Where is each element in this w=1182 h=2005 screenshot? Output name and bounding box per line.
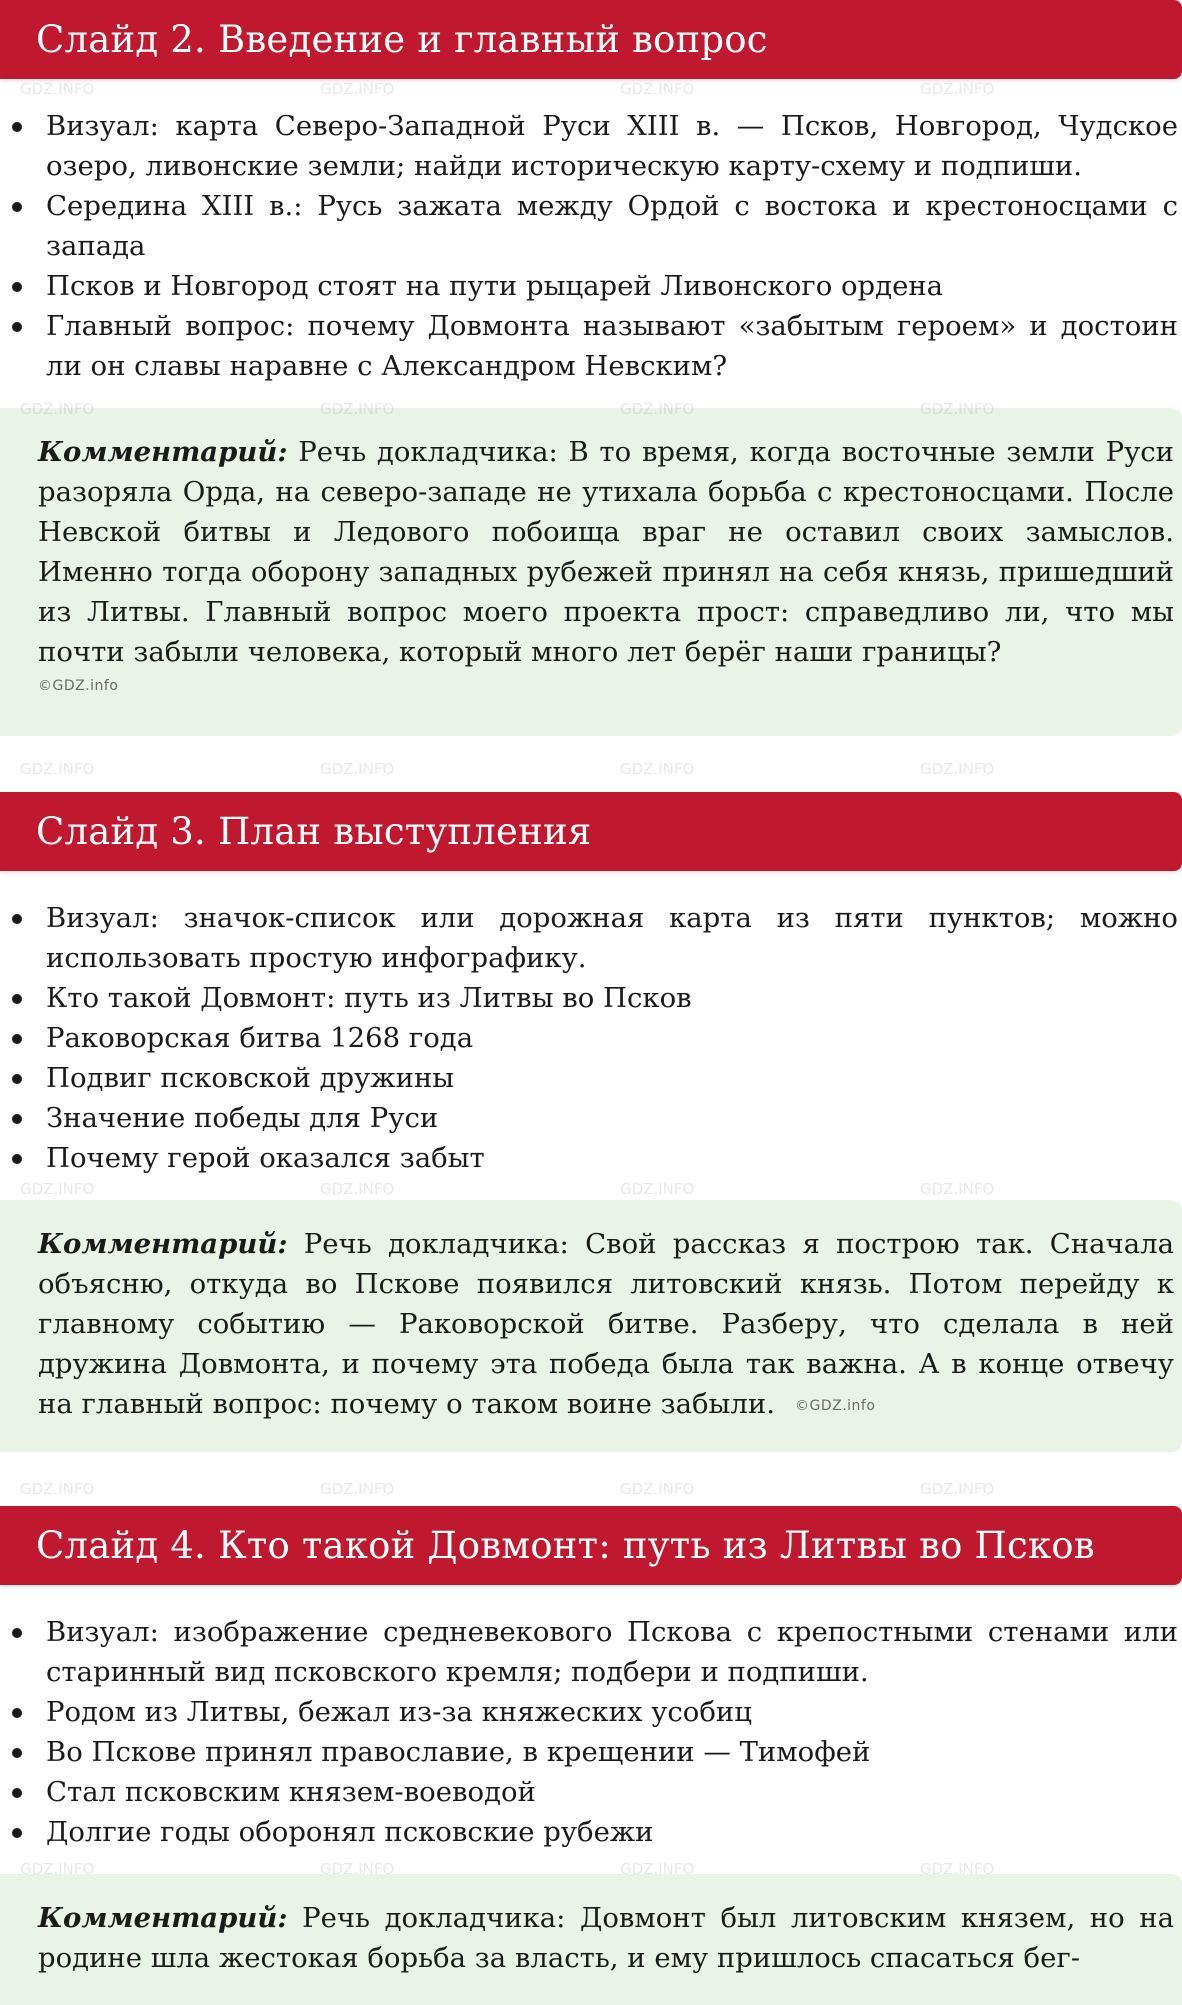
watermark-text: GDZ.INFO (20, 80, 95, 98)
list-item: Раковорская битва 1268 года (0, 1018, 1182, 1058)
watermark-text: GDZ.INFO (620, 760, 695, 778)
watermark-text: GDZ.INFO (20, 1480, 95, 1498)
watermark-text: GDZ.INFO (620, 1860, 695, 1878)
slide-3-comment-box (0, 1200, 1182, 1452)
slide-4-comment (38, 1898, 1174, 1978)
slide-3-comment (38, 1224, 1174, 1426)
list-item: Псков и Новгород стоят на пути рыцарей Ливонского ордена (0, 266, 1182, 306)
watermark-text: GDZ.INFO (620, 80, 695, 98)
list-item: Подвиг псковской дружины (0, 1058, 1182, 1098)
list-item: Середина XIII в.: Русь зажата между Ордой с востока и крестоносцами с запада (0, 186, 1182, 266)
list-item: Родом из Литвы, бежал из-за княжеских усобиц (0, 1692, 1182, 1732)
watermark-text: GDZ.INFO (320, 1480, 395, 1498)
slide-3-title: Слайд 3. План выступления (36, 810, 592, 853)
slide-4-bullet-list (0, 1612, 1182, 1852)
slide-2-comment-box (0, 408, 1182, 736)
watermark-text: GDZ.INFO (920, 1180, 995, 1198)
list-item: Кто такой Довмонт: путь из Литвы во Псков (0, 978, 1182, 1018)
watermark-text: GDZ.INFO (320, 1860, 395, 1878)
list-item: Значение победы для Руси (0, 1098, 1182, 1138)
gdz-copyright-mark: ©GDZ.info (38, 678, 119, 694)
list-item: Визуал: значок-список или дорожная карта из пяти пунктов; можно использовать простую инфографику. (0, 898, 1182, 978)
slide-3-bullet-list (0, 898, 1182, 1178)
watermark-text: GDZ.INFO (20, 760, 95, 778)
slide-2-header (0, 0, 1182, 79)
list-item: Стал псковским князем-воеводой (0, 1772, 1182, 1812)
list-item: Главный вопрос: почему Довмонта называют «забытым героем» и достоин ли он славы наравне с Александром Невским? (0, 306, 1182, 386)
comment-text: Речь докладчика: Свой рассказ я построю так. Сначала объясню, откуда во Пскове появился литовский князь. Потом перейду к главному событию — Раковорской битве. Разберу, что сделала в ней дружина Довмонта, и почему эта победа была так важна. А в конце отвечу на главный вопрос: почему о таком воине забыли. (38, 1228, 1174, 1420)
watermark-text: GDZ.INFO (620, 1180, 695, 1198)
slide-3-header (0, 792, 1182, 871)
list-item: Визуал: изображение средневекового Пскова с крепостными стенами или старинный вид псковского кремля; подбери и подпиши. (0, 1612, 1182, 1692)
watermark-text: GDZ.INFO (320, 80, 395, 98)
comment-text: Речь докладчика: Довмонт был литовским князем, но на родине шла жестокая борьба за власть, и ему пришлось спасаться бег- (38, 1902, 1174, 1974)
comment-label: Комментарий: (38, 1228, 288, 1260)
comment-text: Речь докладчика: В то время, когда восточные земли Руси разоряла Орда, на северо-западе не утихала борьба с крестоносцами. После Невской битвы и Ледового побоища враг не оставил своих замыслов. Именно тогда оборону западных рубежей принял на себя князь, пришедший из Литвы. Главный вопрос моего проекта прост: справедливо ли, что мы почти забыли человека, который много лет берёг наши границы? (38, 436, 1174, 668)
watermark-text: GDZ.INFO (620, 1480, 695, 1498)
slide-4-title: Слайд 4. Кто такой Довмонт: путь из Литвы во Псков (36, 1524, 1095, 1567)
watermark-text: GDZ.INFO (920, 760, 995, 778)
watermark-text: GDZ.INFO (920, 80, 995, 98)
slide-2-comment (38, 432, 1174, 672)
watermark-text: GDZ.INFO (920, 1480, 995, 1498)
list-item: Во Пскове принял православие, в крещении — Тимофей (0, 1732, 1182, 1772)
watermark-text: GDZ.INFO (20, 1180, 95, 1198)
list-item: Долгие годы оборонял псковские рубежи (0, 1812, 1182, 1852)
watermark-text: GDZ.INFO (320, 1180, 395, 1198)
list-item: Почему герой оказался забыт (0, 1138, 1182, 1178)
gdz-copyright-mark: ©GDZ.info (794, 1397, 876, 1414)
watermark-text: GDZ.INFO (320, 760, 395, 778)
watermark-text: GDZ.INFO (920, 1860, 995, 1878)
comment-label: Комментарий: (38, 436, 288, 468)
slide-4-header (0, 1506, 1182, 1585)
slide-2-bullet-list (0, 106, 1182, 386)
list-item: Визуал: карта Северо-Западной Руси XIII в. — Псков, Новгород, Чудское озеро, ливонские земли; найди историческую карту-схему и подпиши. (0, 106, 1182, 186)
slide-4-comment-box (0, 1874, 1182, 2005)
comment-label: Комментарий: (38, 1902, 288, 1934)
slide-2-title: Слайд 2. Введение и главный вопрос (36, 18, 768, 61)
watermark-text: GDZ.INFO (20, 1860, 95, 1878)
